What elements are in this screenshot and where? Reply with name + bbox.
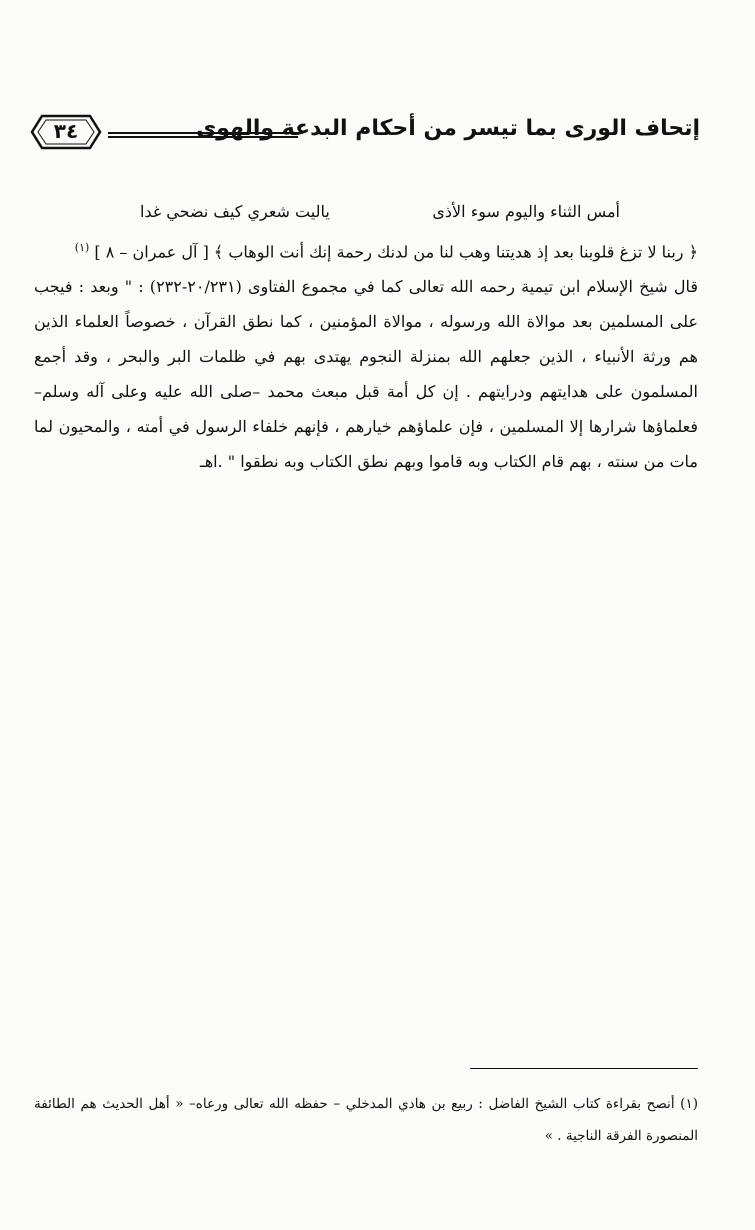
poetry-verse — [60, 198, 620, 228]
verse-second-hemistich: ياليت شعري كيف نضحي غدا — [140, 202, 330, 221]
footnote-reference: (١) — [74, 241, 90, 254]
footnote: (١) أنصح بقراءة كتاب الشيخ الفاضل : ربيع بن هادي المدخلي – حفظه الله تعالى ورعاه– « أهل الحديث هم الطائفة المنصورة الفرقة الناجية . » — [34, 1096, 698, 1144]
header-rule — [108, 132, 298, 138]
verse-first-hemistich: أمس الثناء واليوم سوء الأذى — [432, 202, 620, 221]
page-header — [28, 108, 700, 158]
running-title: إتحاف الورى بما تيسر من أحكام البدعة والهوى — [196, 116, 700, 141]
quran-verse-line — [34, 230, 698, 269]
footnote-separator — [470, 1068, 698, 1069]
quran-verse: ﴿ ربنا لا تزغ قلوبنا بعد إذ هديتنا وهب لنا من لدنك رحمة إنك أنت الوهاب ﴾ [ آل عمران – ٨ ] — [94, 242, 698, 262]
main-text — [34, 230, 698, 479]
body-paragraph: قال شيخ الإسلام ابن تيمية رحمه الله تعالى كما في مجموع الفتاوى (٢٠/٢٣١-٢٣٢) : " وبعد : فيجب على المسلمين بعد موالاة الله ورسوله ، موالاة المؤمنين ، كما نطق القرآن ، خصوصاً العلماء الذين هم ورثة الأنبياء ، الذين جعلهم الله بمنزلة النجوم يهتدى بهم في ظلمات البر والبحر ، وقد أجمع المسلمون على هدايتهم ودرايتهم . إن كل أمة قبل مبعث محمد –صلى الله عليه وعلى آله وسلم– فعلماؤها شرارها إلا المسلمين ، فإن علماؤهم خيارهم ، فإنهم خلفاء الرسول في أمته ، والمحيون لما مات من سنته ، بهم قام الكتاب وبه قاموا وبهم نطق الكتاب وبه نطقوا " .اهـ — [34, 277, 699, 472]
page-number-badge — [28, 112, 104, 152]
page-number: ٣٤ — [53, 119, 79, 143]
